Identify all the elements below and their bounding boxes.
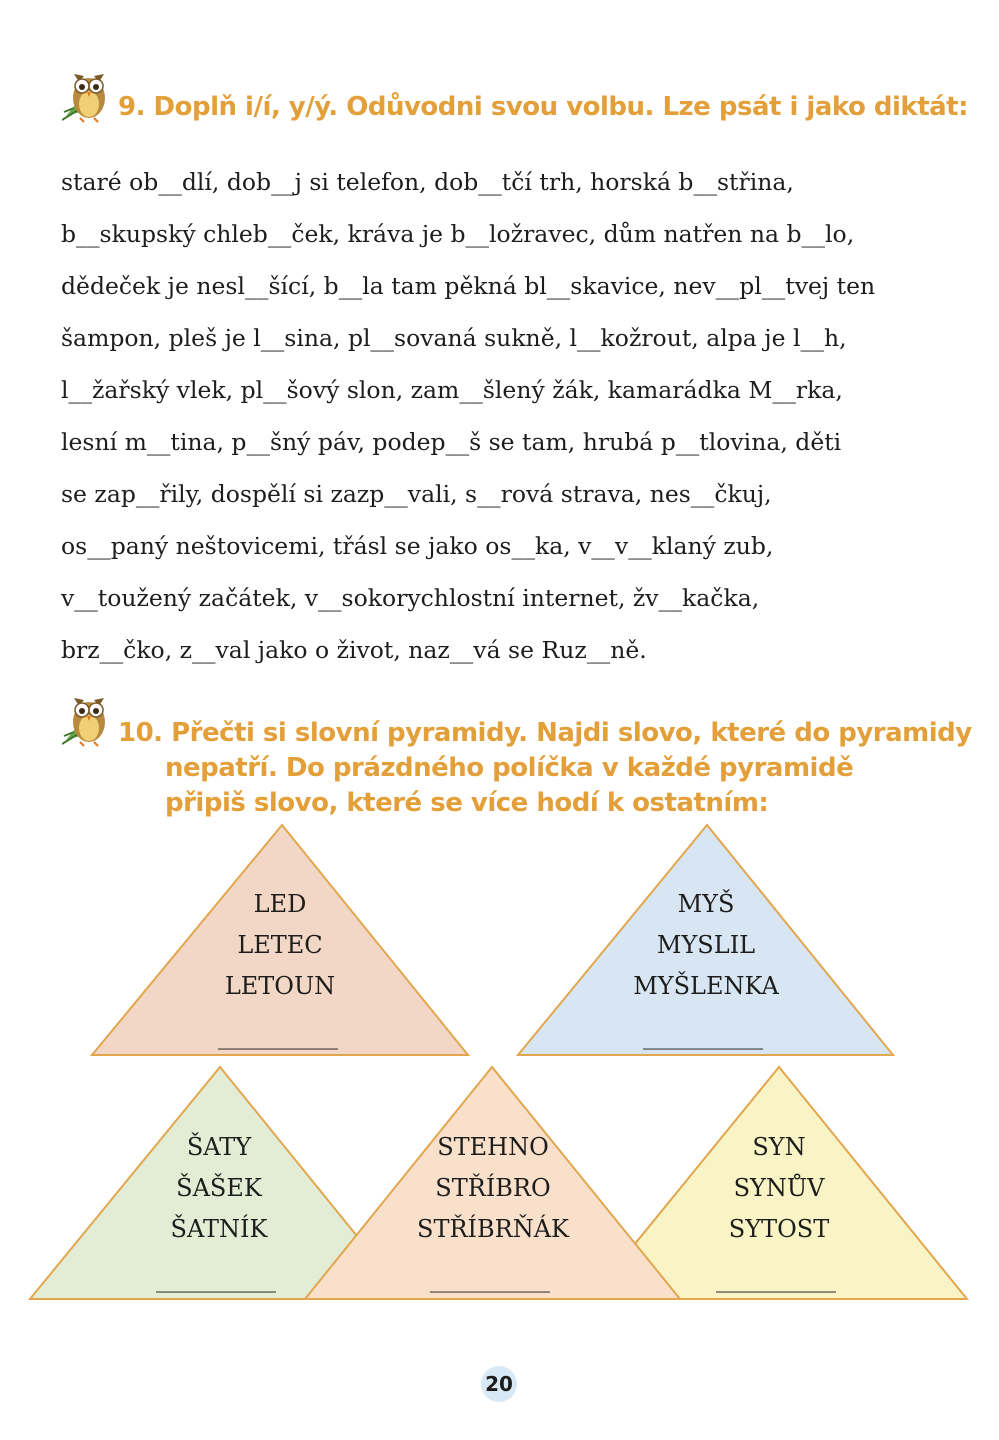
pyramid-blank[interactable]: __________ — [430, 1265, 550, 1293]
text-line: b__skupský chleb__ček, kráva je b__ložravec, dům natřen na b__lo, — [61, 220, 855, 248]
pyramid-4 — [305, 1067, 680, 1299]
text-line: šampon, pleš je l__sina, pl__sovaná sukně, l__kožrout, alpa je l__h, — [61, 324, 847, 352]
text-line: l__žařský vlek, pl__šový slon, zam__šlený žák, kamarádka M__rka, — [61, 376, 843, 404]
pyramid-word: LETEC — [237, 931, 323, 959]
pyramid-blank[interactable]: __________ — [156, 1265, 276, 1293]
pyramid-1 — [92, 825, 468, 1055]
pyramid-word: ŠATY — [186, 1133, 252, 1161]
pyramid-word: ŠAŠEK — [176, 1174, 262, 1202]
pyramid-word: SYN — [752, 1133, 806, 1161]
pyramid-blank[interactable]: __________ — [643, 1022, 763, 1050]
pyramid-word: SYNŮV — [733, 1174, 825, 1202]
pyramid-word: ŠATNÍK — [170, 1215, 268, 1243]
page-number: 20 — [485, 1372, 513, 1396]
pyramid-blank[interactable]: __________ — [218, 1022, 338, 1050]
pyramid-blank[interactable]: __________ — [716, 1265, 836, 1293]
pyramid-2 — [518, 825, 893, 1055]
pyramid-word: STEHNO — [437, 1133, 549, 1161]
text-line: dědeček je nesl__šící, b__la tam pěkná bl__skavice, nev__pl__tvej ten — [61, 272, 876, 300]
pyramid-word: MYSLIL — [656, 931, 756, 959]
pyramid-word: SYTOST — [728, 1215, 830, 1243]
text-line: lesní m__tina, p__šný páv, podep__š se tam, hrubá p__tlovina, děti — [61, 428, 842, 456]
text-line: se zap__řily, dospělí si zazp__vali, s__rová strava, nes__čkuj, — [61, 480, 772, 508]
pyramid-word: MYŠ — [677, 890, 735, 918]
text-line: os__paný neštovicemi, třásl se jako os__ka, v__v__klaný zub, — [61, 532, 774, 560]
exercise-10-title-line: nepatří. Do prázdného políčka v každé pyramidě — [165, 753, 854, 783]
pyramid-word: STŘÍBRO — [435, 1174, 551, 1202]
pyramid-word: MYŠLENKA — [633, 972, 779, 1000]
text-line: v__toužený začátek, v__sokorychlostní internet, žv__kačka, — [61, 584, 760, 612]
exercise-10-title-line: připiš slovo, které se více hodí k ostatním: — [165, 788, 769, 818]
text-line: staré ob__dlí, dob__j si telefon, dob__tčí trh, horská b__střina, — [61, 168, 794, 196]
pyramid-word: LETOUN — [224, 972, 336, 1000]
exercise-10-title-line: 10. Přečti si slovní pyramidy. Najdi slovo, které do pyramidy — [118, 718, 972, 748]
exercise-9-title: 9. Doplň i/í, y/ý. Odůvodni svou volbu. Lze psát i jako diktát: — [118, 92, 969, 122]
text-line: brz__čko, z__val jako o život, naz__vá se Ruz__ně. — [61, 636, 647, 664]
pyramid-word: LED — [253, 890, 307, 918]
pyramid-word: STŘÍBRŇÁK — [417, 1215, 569, 1243]
page-number-badge — [481, 1366, 517, 1402]
